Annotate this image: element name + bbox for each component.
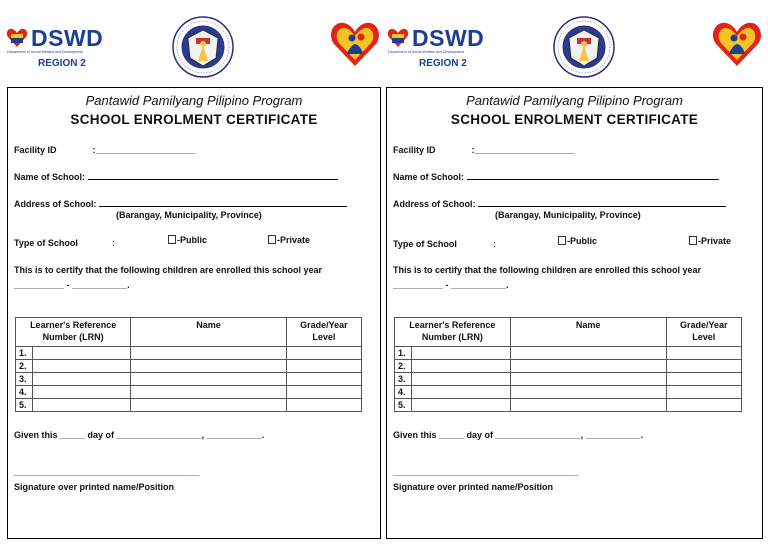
grade-header: Grade/Year Level [666,318,741,347]
signature-field[interactable]: _____________________________________ [14,467,200,477]
signature-label: Signature over printed name/Position [393,482,554,492]
grade-cell[interactable] [666,347,741,360]
deped-seal-icon [553,16,615,78]
grade-cell[interactable] [666,373,741,386]
table-row: 2. [16,360,362,373]
learners-table [394,317,742,412]
certificate-copy-right [381,0,765,544]
certify-text: This is to certify that the following children are enrolled this school year [14,265,323,275]
name-cell[interactable] [510,373,666,386]
certify-text: This is to certify that the following children are enrolled this school year [393,265,702,275]
lrn-cell[interactable] [33,399,131,412]
table-row: 4. [395,386,742,399]
program-title: Pantawid Pamilyang Pilipino Program [466,93,683,108]
private-option[interactable]: -Private [268,235,310,246]
school-address-row [393,198,726,210]
grade-cell[interactable] [666,360,741,373]
school-name-row [14,171,338,183]
grade-cell[interactable] [286,386,361,399]
name-header: Name [510,318,666,347]
deped-seal-icon [172,16,234,78]
facility-id-field[interactable]: :____________________ [471,145,575,155]
dswd-wordmark: DSWD [412,25,485,51]
table-row: 2. [395,360,742,373]
name-cell[interactable] [131,347,286,360]
school-name-row [393,171,719,183]
lrn-cell[interactable] [412,360,511,373]
name-cell[interactable] [510,386,666,399]
facility-id-field[interactable]: :____________________ [92,145,196,155]
name-cell[interactable] [510,360,666,373]
enrolment-form [7,87,381,539]
table-row: 1. [395,347,742,360]
region-label: REGION 2 [419,58,467,69]
school-address-row [14,198,347,210]
given-this-line[interactable]: Given this _____ day of _________________, ___________. [14,430,265,440]
lrn-cell[interactable] [412,373,511,386]
table-row: 5. [16,399,362,412]
public-checkbox[interactable] [558,236,566,245]
school-year-field[interactable]: __________ - ___________. [14,280,130,290]
grade-cell[interactable] [286,399,361,412]
given-this-line[interactable]: Given this _____ day of _________________, ___________. [393,430,644,440]
lrn-cell[interactable] [412,399,511,412]
lrn-cell[interactable] [33,386,131,399]
school-year-field[interactable]: __________ - ___________. [393,280,509,290]
name-cell[interactable] [131,360,286,373]
type-label: Type of School [14,238,78,248]
school-address-label: Address of School: [14,199,97,209]
pantawid-heart-icon [330,20,380,68]
program-title: Pantawid Pamilyang Pilipino Program [85,93,303,108]
signature-field[interactable]: _____________________________________ [393,467,579,477]
dswd-wordmark: DSWD [31,25,104,51]
school-address-label: Address of School: [393,199,476,209]
lrn-cell[interactable] [33,373,131,386]
pantawid-heart-icon [712,20,762,68]
facility-id-label: Facility ID [393,145,436,155]
name-cell[interactable] [510,347,666,360]
region-label: REGION 2 [38,58,86,69]
dswd-fullname: Department of Social Welfare and Development [7,50,84,54]
grade-cell[interactable] [286,373,361,386]
public-option[interactable]: -Public [558,236,597,247]
facility-id-row [393,145,575,156]
lrn-header: Learner's Reference Number (LRN) [16,318,131,347]
school-name-field[interactable] [467,171,719,180]
address-hint: (Barangay, Municipality, Province) [116,210,262,220]
name-cell[interactable] [131,386,286,399]
dswd-fullname: Department of Social Welfare and Development [388,50,465,54]
lrn-cell[interactable] [412,347,511,360]
certificate-title: SCHOOL ENROLMENT CERTIFICATE [450,112,699,127]
school-address-field[interactable] [99,198,347,207]
lrn-cell[interactable] [412,386,511,399]
school-address-field[interactable] [478,198,726,207]
type-colon: : [493,239,496,249]
lrn-cell[interactable] [33,347,131,360]
dswd-heart-icon [387,28,409,48]
grade-cell[interactable] [286,347,361,360]
grade-cell[interactable] [666,399,741,412]
name-cell[interactable] [131,399,286,412]
school-name-label: Name of School: [14,172,86,182]
enrolment-form [386,87,763,539]
name-header: Name [131,318,286,347]
type-label: Type of School [393,239,457,249]
lrn-cell[interactable] [33,360,131,373]
table-row: 1. [16,347,362,360]
name-cell[interactable] [131,373,286,386]
certificate-title: SCHOOL ENROLMENT CERTIFICATE [70,112,318,127]
public-checkbox[interactable] [168,235,176,244]
address-hint: (Barangay, Municipality, Province) [495,210,641,220]
public-option[interactable]: -Public [168,235,207,246]
private-checkbox[interactable] [268,235,276,244]
table-row: 4. [16,386,362,399]
facility-id-label: Facility ID [14,145,57,155]
school-name-field[interactable] [88,171,338,180]
dswd-logo [387,24,499,70]
dswd-logo [6,24,118,70]
lrn-header: Learner's Reference Number (LRN) [395,318,511,347]
grade-cell[interactable] [666,386,741,399]
table-row: 3. [395,373,742,386]
grade-cell[interactable] [286,360,361,373]
facility-id-row [14,145,196,156]
school-name-label: Name of School: [393,172,465,182]
dswd-heart-icon [6,28,28,48]
signature-label: Signature over printed name/Position [14,482,175,492]
type-colon: : [112,238,115,248]
table-row: 5. [395,399,742,412]
learners-table [15,317,362,412]
name-cell[interactable] [510,399,666,412]
private-checkbox[interactable] [689,236,697,245]
table-row: 3. [16,373,362,386]
grade-header: Grade/Year Level [286,318,361,347]
private-option[interactable]: -Private [689,236,731,247]
